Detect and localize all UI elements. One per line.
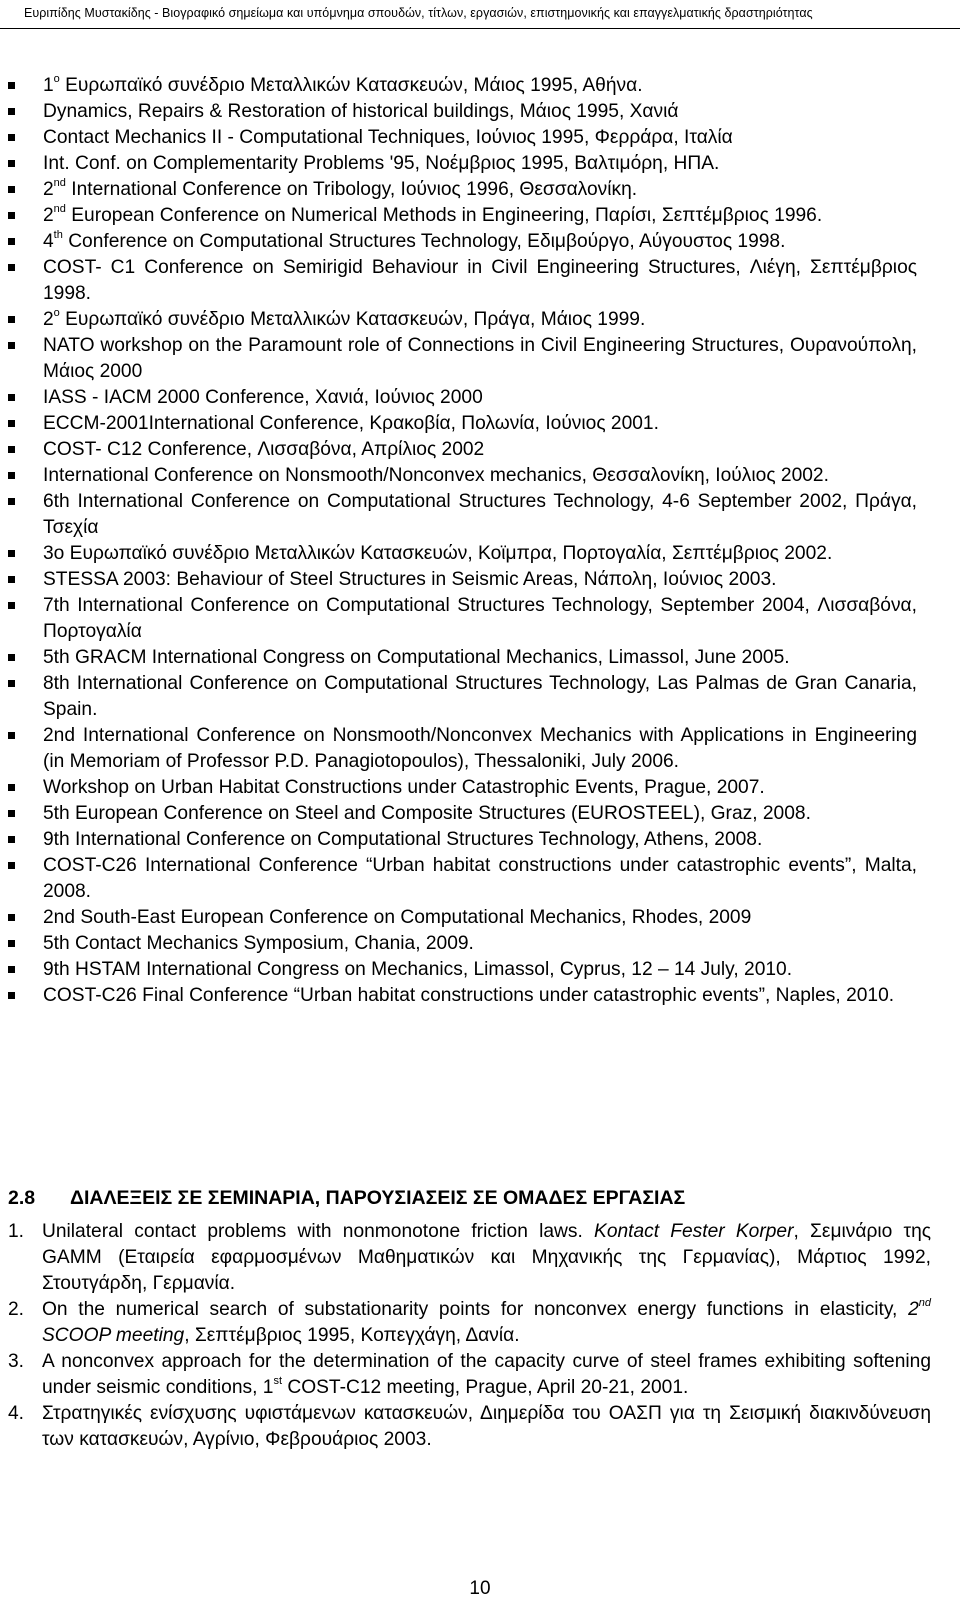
item-text: Στρατηγικές ενίσχυσης υφιστάμενων κατασκευών, Διημερίδα του ΟΑΣΠ για τη Σεισμική διακινδύνευση των κατασκευών, Αγρίνιο, Φεβρουάριος 2003. bbox=[42, 1403, 931, 1450]
item-text: Ευρωπαϊκό συνέδριο Μεταλλικών Κατασκευών, Πράγα, Μάιος 1999. bbox=[59, 309, 646, 330]
item-text: On the numerical search of substationarity points for nonconvex energy functions in elasticity, bbox=[42, 1299, 909, 1320]
list-item bbox=[0, 463, 917, 489]
item-superscript: o bbox=[53, 306, 60, 319]
item-prefix: 2 bbox=[43, 179, 54, 200]
bullet-square-icon bbox=[8, 862, 15, 869]
list-item bbox=[0, 567, 917, 593]
bullet-square-icon bbox=[8, 186, 15, 193]
item-superscript: o bbox=[53, 72, 60, 85]
item-superscript: nd bbox=[53, 176, 66, 189]
item-italic: SCOOP meeting bbox=[42, 1325, 185, 1346]
list-item bbox=[0, 411, 917, 437]
item-text: Int. Conf. on Complementarity Problems '95, Νοέμβριος 1995, Βαλτιμόρη, ΗΠΑ. bbox=[43, 153, 720, 174]
item-prefix: 2 bbox=[43, 205, 54, 226]
bullet-square-icon bbox=[8, 784, 15, 791]
item-text: Conference on Computational Structures Technology, Εδιμβούργο, Αύγουστος 1998. bbox=[62, 231, 786, 252]
item-text: 2nd International Conference on Nonsmooth/Nonconvex Mechanics with Applications in Engineering (in Memoriam of Professor P.D. Panagiotopoulos), Thessaloniki, July 2006. bbox=[43, 725, 917, 772]
numbered-item bbox=[0, 1219, 931, 1297]
bullet-square-icon bbox=[8, 966, 15, 973]
bullet-square-icon bbox=[8, 550, 15, 557]
item-text: NATO workshop on the Paramount role of Connections in Civil Engineering Structures, Ουρανούπολη, Μάιος 2000 bbox=[43, 335, 917, 382]
bullet-square-icon bbox=[8, 914, 15, 921]
item-text: European Conference on Numerical Methods in Engineering, Παρίσι, Σεπτέμβριος 1996. bbox=[65, 205, 823, 226]
item-prefix: 2 bbox=[43, 309, 54, 330]
bullet-square-icon bbox=[8, 160, 15, 167]
item-text: , Σεμινάριο της GAMM (Εταιρεία εφαρμοσμένων Μαθηματικών και Μηχανικής της Γερμανίας), Μάρτιος 1992, Στουτγάρδη, Γερμανία. bbox=[42, 1221, 932, 1294]
list-item bbox=[0, 957, 917, 983]
bullet-square-icon bbox=[8, 238, 15, 245]
list-item bbox=[0, 983, 917, 1009]
bullet-square-icon bbox=[8, 134, 15, 141]
page-number: 10 bbox=[469, 1578, 491, 1599]
item-number: 4. bbox=[8, 1403, 25, 1424]
item-text: COST-C26 Final Conference “Urban habitat constructions under catastrophic events”, Naples, 2010. bbox=[43, 985, 895, 1006]
item-text: Contact Mechanics II - Computational Techniques, Ιούνιος 1995, Φερράρα, Ιταλία bbox=[43, 127, 733, 148]
item-text: Workshop on Urban Habitat Constructions under Catastrophic Events, Prague, 2007. bbox=[43, 777, 765, 798]
item-text: COST- C1 Conference on Semirigid Behaviour in Civil Engineering Structures, Λιέγη, Σεπτέμβριος 1998. bbox=[43, 257, 917, 304]
item-text: IASS - IACM 2000 Conference, Χανιά, Ιούνιος 2000 bbox=[43, 387, 483, 408]
list-item bbox=[0, 307, 917, 333]
list-item bbox=[0, 593, 917, 645]
bullet-square-icon bbox=[8, 602, 15, 609]
item-italic: Kontact Fester Korper bbox=[594, 1221, 794, 1242]
bullet-square-icon bbox=[8, 264, 15, 271]
lecture-list bbox=[0, 1219, 960, 1453]
bullet-square-icon bbox=[8, 498, 15, 505]
item-text: 5th European Conference on Steel and Composite Structures (EUROSTEEL), Graz, 2008. bbox=[43, 803, 811, 824]
item-text: 5th Contact Mechanics Symposium, Chania, 2009. bbox=[43, 933, 474, 954]
section-heading bbox=[0, 1187, 960, 1215]
section-number: 2.8 bbox=[8, 1187, 36, 1209]
bullet-square-icon bbox=[8, 472, 15, 479]
bullet-square-icon bbox=[8, 940, 15, 947]
bullet-square-icon bbox=[8, 108, 15, 115]
item-text: 9th HSTAM International Congress on Mechanics, Limassol, Cyprus, 12 – 14 July, 2010. bbox=[43, 959, 793, 980]
list-item bbox=[0, 489, 917, 541]
list-item bbox=[0, 853, 917, 905]
item-text: A nonconvex approach for the determination of the capacity curve of steel frames exhibiting softening under seismic conditions, 1 bbox=[42, 1351, 931, 1398]
numbered-item bbox=[0, 1297, 931, 1349]
item-text: 2nd South-East European Conference on Computational Mechanics, Rhodes, 2009 bbox=[43, 907, 752, 928]
item-superscript: nd bbox=[53, 202, 66, 215]
list-item bbox=[0, 541, 917, 567]
item-text: International Conference on Nonsmooth/Nonconvex mechanics, Θεσσαλονίκη, Ιούλιος 2002. bbox=[43, 465, 829, 486]
item-text: Unilateral contact problems with nonmonotone friction laws. bbox=[42, 1221, 595, 1242]
item-text: 9th International Conference on Computational Structures Technology, Athens, 2008. bbox=[43, 829, 763, 850]
bullet-square-icon bbox=[8, 992, 15, 999]
numbered-item bbox=[0, 1401, 931, 1453]
item-number: 2. bbox=[8, 1299, 25, 1320]
item-superscript: nd bbox=[918, 1296, 931, 1309]
bullet-square-icon bbox=[8, 82, 15, 89]
item-number: 1. bbox=[8, 1221, 25, 1242]
list-item bbox=[0, 333, 917, 385]
list-item bbox=[0, 99, 917, 125]
list-item bbox=[0, 801, 917, 827]
item-text: , Σεπτέμβριος 1995, Κοπεγχάγη, Δανία. bbox=[184, 1325, 520, 1346]
item-text: 7th International Conference on Computational Structures Technology, September 2004, Λισσαβόνα, Πορτογαλία bbox=[43, 595, 917, 642]
item-prefix: 1 bbox=[43, 75, 54, 96]
list-item bbox=[0, 73, 917, 99]
bullet-square-icon bbox=[8, 446, 15, 453]
item-text: COST- C12 Conference, Λισσαβόνα, Απρίλιος 2002 bbox=[43, 439, 485, 460]
list-item bbox=[0, 177, 917, 203]
list-item bbox=[0, 255, 917, 307]
item-text: 5th GRACM International Congress on Computational Mechanics, Limassol, June 2005. bbox=[43, 647, 790, 668]
item-text: International Conference on Tribology, Ιούνιος 1996, Θεσσαλονίκη. bbox=[65, 179, 638, 200]
item-text: COST-C12 meeting, Prague, April 20-21, 2001. bbox=[282, 1377, 689, 1398]
item-text: Ευρωπαϊκό συνέδριο Μεταλλικών Κατασκευών, Μάιος 1995, Αθήνα. bbox=[59, 75, 643, 96]
numbered-item bbox=[0, 1349, 931, 1401]
list-item bbox=[0, 229, 917, 255]
item-text: COST-C26 International Conference “Urban habitat constructions under catastrophic events”, Malta, 2008. bbox=[43, 855, 917, 902]
bullet-square-icon bbox=[8, 732, 15, 739]
list-item bbox=[0, 723, 917, 775]
bullet-square-icon bbox=[8, 342, 15, 349]
item-text: 3ο Ευρωπαϊκό συνέδριο Μεταλλικών Κατασκευών, Κοϊμπρα, Πορτογαλία, Σεπτέμβριος 2002. bbox=[43, 543, 833, 564]
list-item bbox=[0, 645, 917, 671]
item-text: STESSA 2003: Behaviour of Steel Structures in Seismic Areas, Νάπολη, Ιούνιος 2003. bbox=[43, 569, 777, 590]
item-superscript: th bbox=[53, 228, 63, 241]
list-item bbox=[0, 671, 917, 723]
conference-list bbox=[0, 73, 960, 1009]
bullet-square-icon bbox=[8, 420, 15, 427]
item-text: ECCM-2001International Conference, Κρακοβία, Πολωνία, Ιούνιος 2001. bbox=[43, 413, 659, 434]
item-text: 8th International Conference on Computational Structures Technology, Las Palmas de Gran Canaria, Spain. bbox=[43, 673, 917, 720]
item-number: 3. bbox=[8, 1351, 25, 1372]
list-item bbox=[0, 385, 917, 411]
item-italic: 2 bbox=[908, 1299, 919, 1320]
item-text: 6th International Conference on Computational Structures Technology, 4-6 September 2002, Πράγα, Τσεχία bbox=[43, 491, 917, 538]
header-text: Ευριπίδης Μυστακίδης - Βιογραφικό σημείωμα και υπόμνημα σπουδών, τίτλων, εργασιών, επιστημονικής και επαγγελματικής δραστηριότητας bbox=[24, 6, 813, 20]
section-title: ΔΙΑΛΕΞΕΙΣ ΣΕ ΣΕΜΙΝΑΡΙΑ, ΠΑΡΟΥΣΙΑΣΕΙΣ ΣΕ ΟΜΑΔΕΣ ΕΡΓΑΣΙΑΣ bbox=[70, 1187, 686, 1209]
list-item bbox=[0, 203, 917, 229]
bullet-square-icon bbox=[8, 654, 15, 661]
page-header bbox=[0, 0, 960, 29]
list-item bbox=[0, 827, 917, 853]
list-item bbox=[0, 437, 917, 463]
bullet-square-icon bbox=[8, 810, 15, 817]
bullet-square-icon bbox=[8, 316, 15, 323]
item-text: Dynamics, Repairs & Restoration of historical buildings, Μάιος 1995, Χανιά bbox=[43, 101, 679, 122]
list-item bbox=[0, 905, 917, 931]
bullet-square-icon bbox=[8, 394, 15, 401]
bullet-square-icon bbox=[8, 576, 15, 583]
item-prefix: 4 bbox=[43, 231, 54, 252]
list-item bbox=[0, 125, 917, 151]
bullet-square-icon bbox=[8, 836, 15, 843]
bullet-square-icon bbox=[8, 212, 15, 219]
list-item bbox=[0, 931, 917, 957]
bullet-square-icon bbox=[8, 680, 15, 687]
list-item bbox=[0, 151, 917, 177]
list-item bbox=[0, 775, 917, 801]
item-superscript: st bbox=[273, 1374, 282, 1387]
